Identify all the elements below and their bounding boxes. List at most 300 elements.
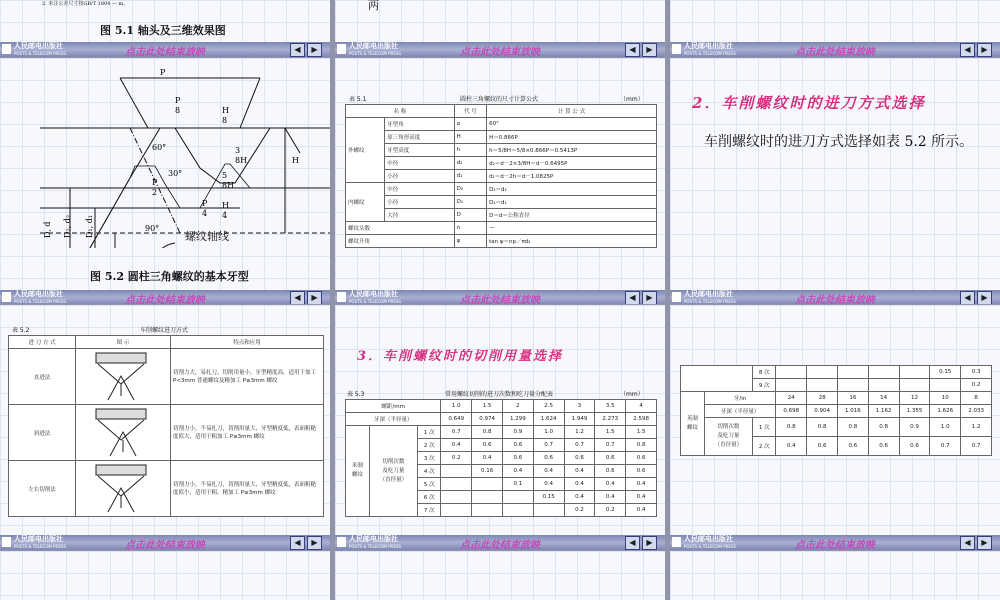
cell: 牙型高度 [385,144,454,157]
svg-text:D, d: D, d [43,221,52,238]
end-show-link[interactable]: 点击此处结束放映 [795,295,875,304]
end-show-link[interactable]: 点击此处结束放映 [460,47,540,57]
pass-cell: 2 次 [753,437,776,456]
pass-cell: 0.2 [564,504,595,517]
pass-cell: 4 次 [418,465,441,478]
table-number: 表 5.3 [347,391,365,398]
sub-label: 及吃刀量 [382,467,405,474]
sub-label: 及吃刀量 [717,433,740,439]
pass-cell [776,366,807,379]
pass-cell: 0.8 [868,418,899,437]
pass-cell [441,465,472,478]
table-row [681,405,992,418]
publisher-logo-icon [2,44,11,54]
pass-cell: 0.7 [595,439,626,452]
publisher-logo-icon [2,292,11,302]
svg-text:8: 8 [175,106,181,115]
pitch-cell: 2 [502,400,533,413]
next-slide-button[interactable]: ▶ [307,291,322,304]
pass-cell: 0.4 [564,491,595,504]
pass-cell [837,379,868,392]
slide-7-table[interactable] [0,305,330,550]
svg-text:5: 5 [222,171,228,180]
tpi-cell: 8 [961,392,992,405]
pass-cell: 0.9 [502,426,533,439]
diagram-cell [76,349,171,405]
pass-cell: 8 次 [753,366,776,379]
pass-cell: 0.4 [595,491,626,504]
slide-11[interactable] [335,551,665,600]
table-row [346,196,657,209]
tpi-cell: 10 [930,392,961,405]
sub-cell [704,418,752,456]
pass-cell: 0.4 [564,478,595,491]
table-header-row [346,105,657,118]
desc-cell: 切削力小，不易扎刀，切削用量大，牙型精度低，表面粗糙度值大，适用于粗加工 P≥3mm 螺纹 [171,405,324,461]
cell: D [454,209,486,222]
pass-cell: 0.6 [595,465,626,478]
header-cell: 名 称 [346,105,455,118]
pass-cell: 0.4 [441,439,472,452]
cell: D₂＝d₂ [487,183,657,196]
pass-cell: 0.7 [961,437,992,456]
publisher-name: 人民邮电出版社 POSTS & TELECOM PRESS [14,42,66,56]
pass-cell [837,366,868,379]
pass-cell: 1.0 [930,418,961,437]
end-show-link[interactable]: 点击此处结束放映 [460,295,540,304]
slide-9-table[interactable] [670,305,1000,550]
pass-cell: 0.6 [502,439,533,452]
slide-1[interactable] [0,0,330,57]
table-row [346,235,657,248]
table-row [346,118,657,131]
table-unit: （mm） [620,391,644,398]
prev-slide-button[interactable]: ◀ [625,43,640,57]
cell: D＝d＝公称直径 [487,209,657,222]
cell: D₁＝d₁ [487,196,657,209]
next-slide-button[interactable]: ▶ [307,43,322,57]
group-cell: 外螺纹 [346,118,385,183]
cell: 小径 [385,170,454,183]
table-title: 车削螺纹进刀方式 [140,327,189,334]
straight-feed-diagram [78,350,164,402]
pass-cell: 0.8 [776,418,807,437]
cell: α [454,118,486,131]
slide-footer-bar [0,535,330,550]
cell: d₁＝d－2h＝d－1.0825P [487,170,657,183]
group-label: 米制 [351,463,363,469]
cell: 60° [487,118,657,131]
pass-cell [807,379,838,392]
publisher-name: 人民邮电出版社 POSTS & TELECOM PRESS [684,535,736,549]
pitch-cell: 4 [626,400,657,413]
pass-cell: 0.8 [472,426,503,439]
table-row [346,413,657,426]
svg-text:60°: 60° [152,143,167,152]
thread-axis-label: 螺纹轴线 [185,230,229,243]
svg-text:2: 2 [152,188,158,197]
cell: n [454,222,486,235]
pass-cell: 0.4 [626,478,657,491]
pass-cell: 1.5 [595,426,626,439]
body-text: 车削螺纹时的进刀方式选择如表 5.2 所示。 [704,134,974,150]
pass-cell [502,504,533,517]
svg-text:4: 4 [202,209,208,218]
svg-text:H: H [292,156,299,165]
publisher-logo-icon [337,44,346,54]
pitch-cell: 3.5 [595,400,626,413]
cell: 中径 [385,157,454,170]
pass-cell: 0.4 [502,465,533,478]
svg-text:8H: 8H [235,156,248,165]
header-cell: 进 刀 方 式 [9,336,76,349]
pass-cell [441,491,472,504]
pass-cell [776,379,807,392]
next-slide-button[interactable]: ▶ [977,536,992,550]
table-number: 表 5.1 [349,96,367,103]
pass-cell: 0.7 [533,439,564,452]
table-row [346,400,657,413]
cell: 原三角形高度 [385,131,454,144]
section-heading: 3．车削螺纹时的切削用量选择 [357,349,564,364]
cell: 牙型角 [385,118,454,131]
table-row [346,131,657,144]
slide-12[interactable] [670,551,1000,600]
pass-cell [868,366,899,379]
svg-text:P: P [202,199,208,208]
next-slide-button[interactable]: ▶ [642,536,657,550]
header-cell: 图 示 [76,336,171,349]
publisher-name: 人民邮电出版社 POSTS & TELECOM PRESS [14,535,66,549]
publisher-name: 人民邮电出版社 POSTS & TELECOM PRESS [349,42,401,56]
sub-label: 切削次数 [382,458,405,465]
diagram-cell [76,461,171,517]
end-show-link[interactable]: 点击此处结束放映 [125,540,205,550]
pass-cell [807,366,838,379]
group-cell: 内螺纹 [346,183,385,222]
pass-cell: 0.6 [595,452,626,465]
header-cell: 计 算 公 式 [487,105,657,118]
pitch-cell: 2.5 [533,400,564,413]
publisher-name: 人民邮电出版社 POSTS & TELECOM PRESS [684,42,736,56]
depth-cell: 0.649 [441,413,472,426]
pass-cell [533,504,564,517]
cell: H [454,131,486,144]
pass-cell: 0.9 [899,418,930,437]
pass-cell: 0.8 [626,439,657,452]
prev-slide-button[interactable]: ◀ [290,536,305,550]
next-slide-button[interactable]: ▶ [642,43,657,57]
pass-cell [441,478,472,491]
desc-cell: 切削力小，不易扎刀，切削用量大，牙型精度低，表面粗糙度值小，适用于粗、精加工 P≥3mm 螺纹 [171,461,324,517]
depth-cell: 1.162 [868,405,899,418]
pass-cell: 0.6 [899,437,930,456]
publisher-name: 人民邮电出版社 POSTS & TELECOM PRESS [684,290,736,304]
header-cell: 牙深（半径量） [704,405,776,418]
cell: H＝0.866P [487,131,657,144]
pass-cell: 0.16 [472,465,503,478]
pass-cell: 0.15 [533,491,564,504]
feed-method-table [8,335,324,517]
pass-cell [502,491,533,504]
prev-slide-button[interactable]: ◀ [625,291,640,304]
figure-caption-5-2: 图 5.2 圆柱三角螺纹的基本牙型 [90,270,249,283]
slide-footer-bar [670,290,1000,304]
slide-8-table[interactable] [335,305,665,550]
next-slide-button[interactable]: ▶ [307,536,322,550]
publisher-name: 人民邮电出版社 POSTS & TELECOM PRESS [349,290,401,304]
publisher-name: 人民邮电出版社 POSTS & TELECOM PRESS [14,290,66,304]
desc-cell: 切削力大，易扎刀，切削用量小，牙型精度高，适用于加工 P<3mm 普通螺纹及精加工 P≥3mm 螺纹 [171,349,324,405]
slide-footer-bar [0,290,330,304]
cell: 中径 [385,183,454,196]
sub-label: （直径量） [714,442,743,448]
slide-footer-bar [335,42,665,57]
pass-cell: 0.6 [868,437,899,456]
pass-cell: 0.3 [961,366,992,379]
pass-cell: 6 次 [418,491,441,504]
slide-2[interactable] [335,0,665,57]
depth-cell: 0.698 [776,405,807,418]
pass-cell: 0.4 [564,465,595,478]
depth-cell: 2.273 [595,413,626,426]
prev-slide-button[interactable]: ◀ [290,291,305,304]
publisher-logo-icon [672,537,681,547]
pass-cell: 5 次 [418,478,441,491]
pass-cell: 0.2 [595,504,626,517]
pass-cell: 0.7 [564,439,595,452]
svg-text:P: P [160,68,166,77]
next-slide-button[interactable]: ▶ [977,43,992,57]
table-row [681,366,992,379]
publisher-logo-icon [672,44,681,54]
svg-text:H: H [222,106,229,115]
pass-cell: 2 次 [418,439,441,452]
table-header-row [9,336,324,349]
end-show-link[interactable]: 点击此处结束放映 [125,295,205,304]
publisher-name: 人民邮电出版社 POSTS & TELECOM PRESS [349,535,401,549]
figure-caption-5-1: 图 5.1 轴头及三维效果图 [100,24,226,37]
slide-footer-bar [335,535,665,550]
depth-cell: 2.598 [626,413,657,426]
table-row [681,392,992,405]
svg-text:4: 4 [222,211,228,220]
header-cell: 代 号 [454,105,486,118]
thread-profile-diagram [0,58,330,248]
cell: 螺纹头数 [346,222,455,235]
pass-cell [899,366,930,379]
slide-footer-bar [670,42,1000,57]
tpi-cell: 12 [899,392,930,405]
publisher-logo-icon [672,292,681,302]
depth-cell: 1.016 [837,405,868,418]
pass-cell: 0.6 [626,452,657,465]
pass-cell: 0.4 [626,504,657,517]
table-row [346,183,657,196]
cell: h＝5/8H＝5/8×0.866P＝0.5413P [487,144,657,157]
svg-text:3: 3 [235,146,241,155]
cell: tan ψ＝np／πd₂ [487,235,657,248]
svg-text:30°: 30° [168,169,183,178]
note-text: 2. 未注公差尺寸按GB/T 1804 — m。 [42,1,129,7]
prev-slide-button[interactable]: ◀ [960,536,975,550]
table-row [346,144,657,157]
sub-cell [369,426,417,517]
group-label: 螺纹 [351,472,363,478]
table-row [346,222,657,235]
pass-cell: 0.6 [807,437,838,456]
cell: d₁ [454,170,486,183]
cell: d₂ [454,157,486,170]
pass-cell: 0.4 [533,465,564,478]
method-cell: 左右切削法 [9,461,76,517]
pitch-cell: 1.0 [441,400,472,413]
pass-cell: 0.6 [472,439,503,452]
pass-cell: 0.8 [807,418,838,437]
svg-text:H: H [222,201,229,210]
group-cell [346,426,370,517]
table-unit: （mm） [620,96,644,103]
group-label: 螺纹 [686,424,698,431]
cell: D₂ [454,183,486,196]
imperial-cutting-table [680,365,992,456]
depth-cell: 1.299 [502,413,533,426]
pass-cell: 0.4 [776,437,807,456]
pass-cell [899,379,930,392]
pass-cell: 0.4 [595,478,626,491]
slide-footer-bar [0,42,330,57]
slide-5-table[interactable] [335,58,665,304]
table-title: 圆柱三角螺纹的尺寸计算公式 [460,96,539,103]
tpi-cell: 14 [868,392,899,405]
end-show-link[interactable]: 点击此处结束放映 [460,540,540,550]
pass-cell: 1.2 [564,426,595,439]
method-cell: 斜进法 [9,405,76,461]
slide-10[interactable] [0,551,330,600]
end-show-link[interactable]: 点击此处结束放映 [125,47,205,57]
publisher-logo-icon [337,292,346,302]
pass-cell: 0.4 [626,491,657,504]
pass-cell: 0.2 [441,452,472,465]
header-cell: 牙/in [704,392,776,405]
sub-label: （直径量） [379,476,408,483]
slide-4-diagram[interactable] [0,58,330,304]
pass-cell: 0.7 [930,437,961,456]
cell: 螺纹升角 [346,235,455,248]
cell: 大径 [385,209,454,222]
table-row [681,418,992,437]
pass-cell: 1 次 [753,418,776,437]
pass-cell: 0.6 [626,465,657,478]
cell: d₂＝d－2×3/8H＝d－0.6495P [487,157,657,170]
depth-cell: 1.355 [899,405,930,418]
pass-cell: 0.15 [930,366,961,379]
pass-cell: 1.2 [961,418,992,437]
pass-cell: 0.4 [472,452,503,465]
svg-text:90°: 90° [145,224,160,233]
pass-cell: 0.6 [837,437,868,456]
depth-cell: 1.949 [564,413,595,426]
table-row [9,405,324,461]
pass-cell: 0.6 [502,452,533,465]
table-row [346,209,657,222]
prev-slide-button[interactable]: ◀ [960,291,975,304]
prev-slide-button[interactable]: ◀ [960,43,975,57]
pass-cell [441,504,472,517]
pitch-cell: 1.5 [472,400,503,413]
pass-cell [472,504,503,517]
end-show-link[interactable]: 点击此处结束放映 [795,47,875,57]
depth-cell: 0.904 [807,405,838,418]
group-cell [681,392,705,456]
prev-slide-button[interactable]: ◀ [625,536,640,550]
slide-6-text[interactable] [670,58,1000,304]
pass-cell: 3 次 [418,452,441,465]
section-heading: 2．车削螺纹时的进刀方式选择 [692,94,926,112]
pass-cell: 1.5 [626,426,657,439]
depth-cell: 2.033 [961,405,992,418]
pass-cell: 0.7 [441,426,472,439]
pass-cell: 0.6 [533,452,564,465]
method-cell: 直进法 [9,349,76,405]
header-cell: 牙深（半径量） [346,413,441,426]
svg-text:P: P [175,96,181,105]
table-row [9,349,324,405]
tpi-cell: 16 [837,392,868,405]
table-title: 常用螺纹切削的进刀次数和吃刀量分配表 [445,391,554,398]
pass-cell [868,379,899,392]
cell: ψ [454,235,486,248]
cell: D₁ [454,196,486,209]
svg-text:D₁, d₁: D₁, d₁ [85,214,94,238]
next-slide-button[interactable]: ▶ [642,291,657,304]
sub-label: 切削次数 [717,424,740,430]
blank-cell [681,366,753,392]
table-number: 表 5.2 [12,327,30,334]
slide-3[interactable] [670,0,1000,57]
end-show-link[interactable]: 点击此处结束放映 [795,540,875,550]
table-row [346,157,657,170]
pass-cell [930,379,961,392]
oblique-feed-diagram [78,406,164,458]
metric-cutting-table [345,399,657,517]
pass-cell [472,491,503,504]
slide-footer-bar [335,290,665,304]
pass-cell: 7 次 [418,504,441,517]
tpi-cell: 24 [776,392,807,405]
cell: 小径 [385,196,454,209]
left-right-feed-diagram [78,462,164,514]
group-label: 英制 [686,415,698,422]
cell: — [487,222,657,235]
pass-cell: 0.8 [837,418,868,437]
pass-cell: 0.2 [961,379,992,392]
pass-cell: 1.0 [533,426,564,439]
table-row [9,461,324,517]
svg-text:P: P [152,178,158,187]
prev-slide-button[interactable]: ◀ [290,43,305,57]
svg-text:8H: 8H [222,181,235,190]
thread-formula-table [345,104,657,248]
svg-text:8: 8 [222,116,228,125]
next-slide-button[interactable]: ▶ [977,291,992,304]
depth-cell: 1.626 [930,405,961,418]
cell: h [454,144,486,157]
svg-text:D₂, d₂: D₂, d₂ [63,214,72,238]
pass-cell: 9 次 [753,379,776,392]
table-row [346,170,657,183]
table-row [346,426,657,439]
